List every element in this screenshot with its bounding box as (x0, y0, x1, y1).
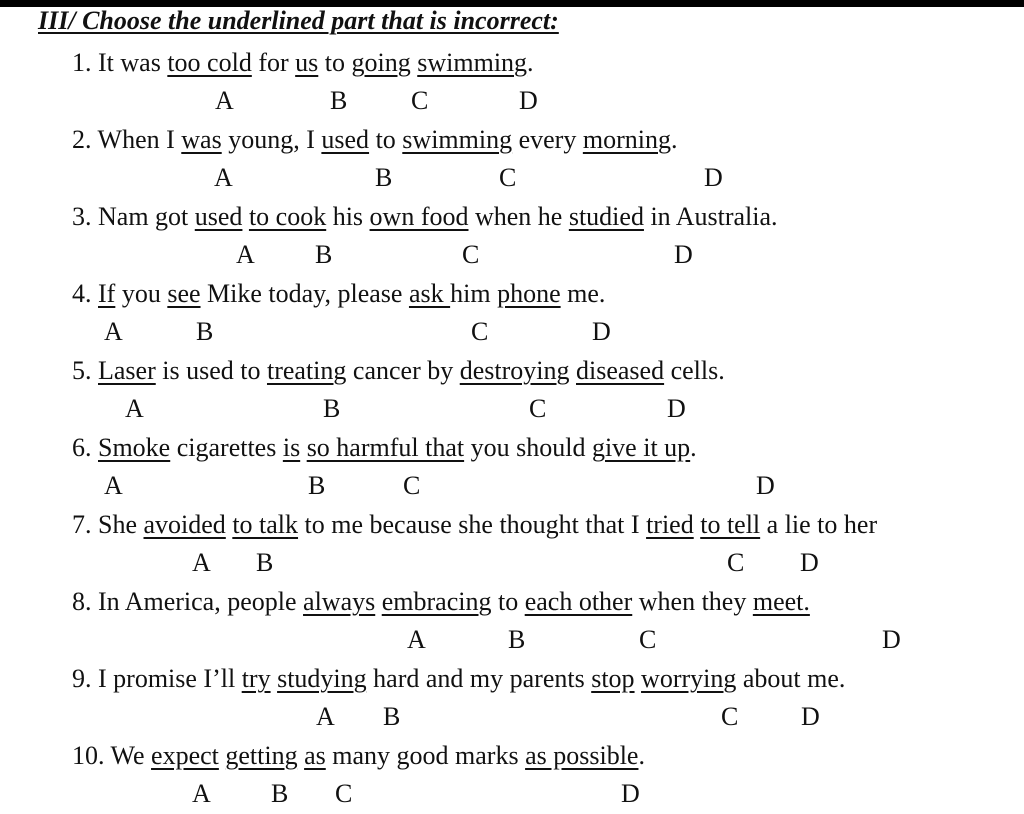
sentence-text: In America, people (98, 587, 304, 616)
option-label-a: A (236, 240, 255, 269)
option-label-c: C (727, 548, 745, 577)
option-label-d: D (667, 394, 686, 423)
option-label-c: C (403, 471, 421, 500)
option-label-b: B (383, 702, 401, 731)
underlined-option: to tell (700, 510, 761, 539)
question-sentence (72, 664, 845, 694)
option-label-d: D (756, 471, 775, 500)
option-label-a: A (192, 548, 211, 577)
sentence-text: It was (98, 48, 168, 77)
underlined-option: own food (369, 202, 469, 231)
underlined-option: studying (277, 664, 367, 693)
sentence-text: . (670, 125, 678, 154)
underlined-option: as (304, 741, 326, 770)
sentence-text: a lie to her (760, 510, 878, 539)
option-label-b: B (315, 240, 333, 269)
question-sentence (72, 356, 725, 386)
sentence-text: you (115, 279, 168, 308)
option-label-d: D (621, 779, 640, 808)
option-label-a: A (104, 471, 123, 500)
question-sentence (72, 433, 697, 463)
option-labels (0, 86, 1024, 116)
underlined-option: treating (266, 356, 347, 385)
question-number: 9. (72, 664, 98, 693)
sentence-text: She (98, 510, 144, 539)
option-labels (0, 702, 1024, 732)
option-label-d: D (882, 625, 901, 654)
option-label-a: A (192, 779, 211, 808)
option-labels (0, 779, 1024, 809)
option-label-c: C (499, 163, 517, 192)
sentence-text: Mike today, please (200, 279, 409, 308)
underlined-option: phone (497, 279, 561, 308)
option-label-d: D (674, 240, 693, 269)
underlined-option: embracing (381, 587, 492, 616)
option-label-c: C (411, 86, 429, 115)
option-label-c: C (721, 702, 739, 731)
option-label-d: D (800, 548, 819, 577)
sentence-text: him (450, 279, 498, 308)
underlined-option: studied (568, 202, 644, 231)
underlined-option: swimming (402, 125, 513, 154)
sentence-text: many good marks (325, 741, 526, 770)
underlined-option: us (295, 48, 319, 77)
underlined-option: always (303, 587, 376, 616)
option-label-d: D (519, 86, 538, 115)
option-label-b: B (308, 471, 326, 500)
sentence-text: for (251, 48, 296, 77)
sentence-text: every (512, 125, 583, 154)
option-label-a: A (407, 625, 426, 654)
option-label-a: A (215, 86, 234, 115)
option-labels (0, 163, 1024, 193)
underlined-option: used (194, 202, 243, 231)
option-label-c: C (639, 625, 657, 654)
sentence-text: about me. (736, 664, 846, 693)
option-label-d: D (704, 163, 723, 192)
sentence-text: cigarettes (170, 433, 283, 462)
sentence-text: We (110, 741, 152, 770)
underlined-option: as possible (525, 741, 639, 770)
underlined-option: to talk (232, 510, 299, 539)
option-label-d: D (801, 702, 820, 731)
underlined-option: morning (582, 125, 671, 154)
underlined-option: stop (591, 664, 635, 693)
option-label-c: C (335, 779, 353, 808)
sentence-text: me. (560, 279, 606, 308)
underlined-option: tried (646, 510, 694, 539)
question-number: 7. (72, 510, 98, 539)
option-label-c: C (471, 317, 489, 346)
option-labels (0, 471, 1024, 501)
question-sentence (72, 587, 810, 617)
underlined-option: swimming (417, 48, 528, 77)
option-label-b: B (508, 625, 526, 654)
underlined-option: give it up (591, 433, 691, 462)
sentence-text: his (326, 202, 370, 231)
sentence-text: in Australia. (643, 202, 778, 231)
option-labels (0, 317, 1024, 347)
underlined-option: each other (524, 587, 633, 616)
question-number: 4. (72, 279, 98, 308)
question-number: 1. (72, 48, 98, 77)
exercise-heading: III/ Choose the underlined part that is incorrect: (38, 6, 559, 35)
sentence-text: . (690, 433, 697, 462)
underlined-option: to cook (248, 202, 327, 231)
option-label-a: A (316, 702, 335, 731)
option-label-b: B (256, 548, 274, 577)
sentence-text: is used to (155, 356, 267, 385)
underlined-option: so harmful that (306, 433, 465, 462)
underlined-option: try (241, 664, 271, 693)
question-sentence (72, 510, 877, 540)
sentence-text: . (527, 48, 534, 77)
option-labels (0, 548, 1024, 578)
option-label-c: C (529, 394, 547, 423)
sentence-text: to me because she thought that I (298, 510, 647, 539)
question-number: 8. (72, 587, 98, 616)
option-label-c: C (462, 240, 480, 269)
question-sentence (72, 202, 778, 232)
question-number: 5. (72, 356, 98, 385)
option-label-b: B (330, 86, 348, 115)
question-sentence (72, 48, 534, 78)
sentence-text: to (491, 587, 525, 616)
underlined-option: ask (408, 279, 451, 308)
sentence-text: you should (464, 433, 592, 462)
question-sentence (72, 741, 645, 771)
underlined-option: Laser (98, 356, 156, 385)
question-sentence (72, 125, 677, 155)
underlined-option: diseased (576, 356, 665, 385)
underlined-option: see (167, 279, 201, 308)
question-number: 3. (72, 202, 98, 231)
sentence-text: when he (468, 202, 569, 231)
question-number: 6. (72, 433, 98, 462)
underlined-option: is (282, 433, 301, 462)
question-number: 2. (72, 125, 98, 154)
sentence-text: to (369, 125, 403, 154)
option-labels (0, 240, 1024, 270)
underlined-option: expect (151, 741, 219, 770)
underlined-option: going (351, 48, 411, 77)
sentence-text: cancer by (346, 356, 460, 385)
option-label-b: B (196, 317, 214, 346)
option-labels (0, 625, 1024, 655)
sentence-text: . (638, 741, 645, 770)
sentence-text: cells. (664, 356, 725, 385)
option-label-b: B (271, 779, 289, 808)
sentence-text: when they (632, 587, 753, 616)
sentence-text: young, I (221, 125, 322, 154)
underlined-option: meet. (752, 587, 810, 616)
underlined-option: worrying (641, 664, 737, 693)
sentence-text: When I (97, 125, 182, 154)
sentence-text: I promise I’ll (98, 664, 242, 693)
question-sentence (72, 279, 605, 309)
underlined-option: used (321, 125, 370, 154)
question-number: 10. (72, 741, 111, 770)
option-labels (0, 394, 1024, 424)
underlined-option: too cold (167, 48, 252, 77)
underlined-option: If (98, 279, 116, 308)
underlined-option: destroying (459, 356, 570, 385)
sentence-text: to (318, 48, 352, 77)
sentence-text: Nam got (98, 202, 195, 231)
sentence-text: hard and my parents (366, 664, 592, 693)
option-label-a: A (214, 163, 233, 192)
option-label-d: D (592, 317, 611, 346)
option-label-b: B (323, 394, 341, 423)
underlined-option: getting (225, 741, 298, 770)
underlined-option: avoided (143, 510, 226, 539)
underlined-option: was (181, 125, 222, 154)
option-label-b: B (375, 163, 393, 192)
option-label-a: A (125, 394, 144, 423)
underlined-option: Smoke (98, 433, 171, 462)
option-label-a: A (104, 317, 123, 346)
